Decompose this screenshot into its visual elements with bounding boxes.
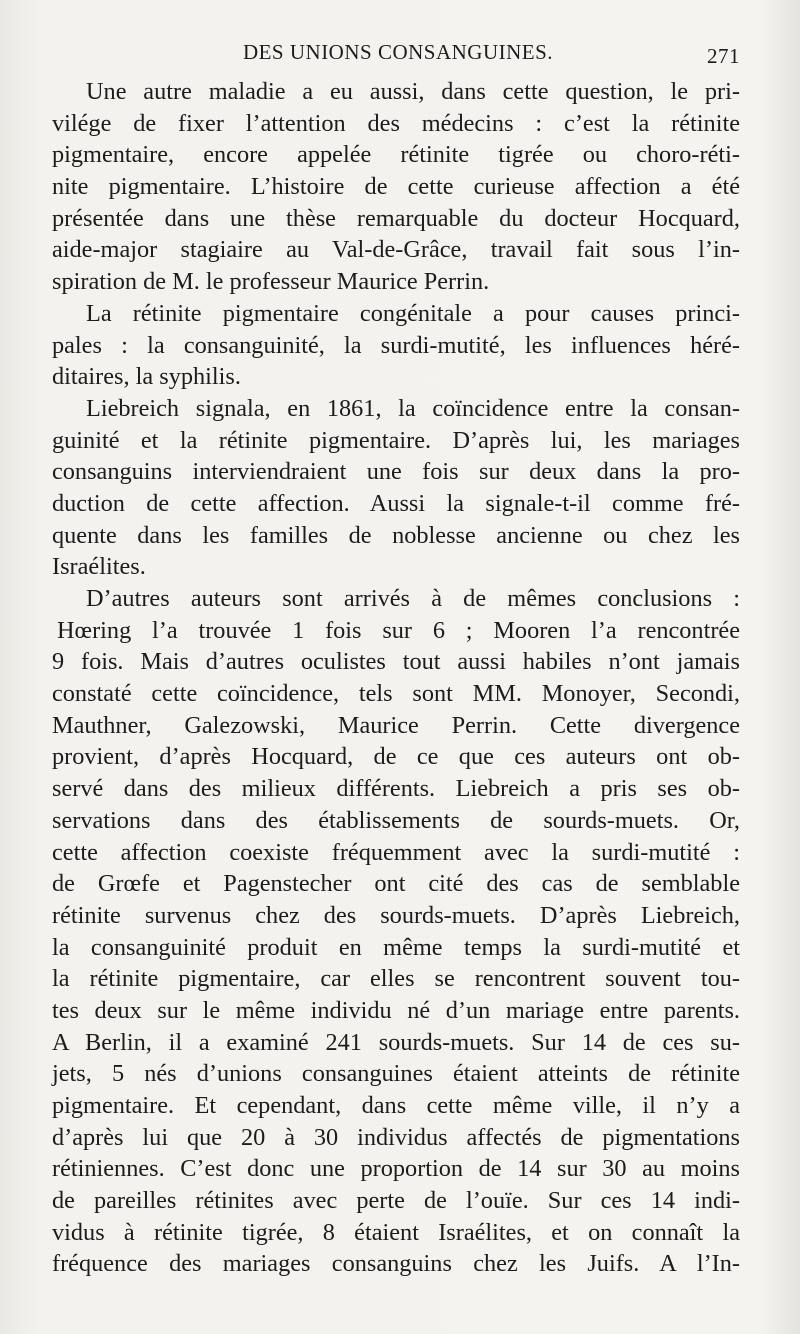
text-line: spiration de M. le professeur Maurice Perrin. bbox=[52, 268, 490, 296]
paragraph-3 bbox=[52, 393, 740, 583]
text-line: Une autre maladie a eu aussi, dans cette question, le pri- bbox=[86, 78, 740, 105]
text-line: servations dans des établissements de sourds-muets. Or, bbox=[52, 806, 740, 834]
text-line: rétinite survenus chez des sourds-muets. D’après Liebreich, bbox=[52, 901, 740, 929]
running-title: DES UNIONS CONSANGUINES. bbox=[242, 40, 554, 64]
text-line: provient, d’après Hocquard, de ce que ces auteurs ont ob- bbox=[52, 743, 740, 771]
text-line: servé dans des milieux différents. Liebreich a pris ses ob- bbox=[52, 775, 740, 803]
text-line: consanguins interviendraient une fois sur deux dans la pro- bbox=[52, 458, 740, 486]
text-line: jets, 5 nés d’unions consanguines étaient atteints de rétinite bbox=[52, 1060, 740, 1088]
text-line: d’après lui que 20 à 30 individus affectés de pigmentations bbox=[52, 1123, 740, 1151]
text-line: pigmentaire, encore appelée rétinite tigrée ou choro-réti- bbox=[52, 141, 740, 169]
page-number: 271 bbox=[707, 44, 740, 68]
text-line: ditaires, la syphilis. bbox=[52, 363, 241, 391]
text-line: Israélites. bbox=[52, 553, 146, 581]
text-line: aide-major stagiaire au Val-de-Grâce, travail fait sous l’in- bbox=[52, 236, 740, 264]
text-line: A Berlin, il a examiné 241 sourds-muets. Sur 14 de ces su- bbox=[52, 1028, 740, 1056]
text-line: rétiniennes. C’est donc une proportion de 14 sur 30 au moins bbox=[52, 1155, 740, 1183]
text-line: fréquence des mariages consanguins chez les Juifs. A l’In- bbox=[52, 1250, 740, 1278]
text-line: pigmentaire. Et cependant, dans cette même ville, il n’y a bbox=[52, 1092, 740, 1119]
paragraph-2 bbox=[52, 298, 740, 393]
text-line: pales : la consanguinité, la surdi-mutité, les influences héré- bbox=[52, 331, 740, 359]
text-line: La rétinite pigmentaire congénitale a pour causes princi- bbox=[86, 299, 740, 327]
paragraph-1 bbox=[52, 76, 740, 298]
body-text bbox=[52, 76, 740, 1280]
text-line: 9 fois. Mais d’autres oculistes tout aussi habiles n’ont jamais bbox=[52, 648, 740, 676]
text-line: présentée dans une thèse remarquable du docteur Hocquard, bbox=[52, 204, 740, 232]
paragraph-4 bbox=[52, 583, 740, 1280]
text-line: de Grœfe et Pagenstecher ont cité des cas de semblable bbox=[52, 870, 740, 898]
text-line: guinité et la rétinite pigmentaire. D’après lui, les mariages bbox=[52, 426, 740, 454]
text-line: Liebreich signala, en 1861, la coïncidence entre la consan- bbox=[86, 394, 740, 422]
text-line: Hœring l’a trouvée 1 fois sur 6 ; Mooren l’a rencontrée bbox=[57, 616, 740, 644]
page-header bbox=[58, 36, 738, 70]
text-line: Mauthner, Galezowski, Maurice Perrin. Cette divergence bbox=[52, 711, 740, 739]
text-line: vilége de fixer l’attention des médecins : c’est la rétinite bbox=[52, 109, 740, 137]
text-line: la consanguinité produit en même temps la surdi-mutité et bbox=[52, 933, 740, 961]
text-line: de pareilles rétinites avec perte de l’ouïe. Sur ces 14 indi- bbox=[52, 1187, 740, 1215]
text-line: D’autres auteurs sont arrivés à de mêmes conclusions : bbox=[86, 585, 740, 612]
text-line: constaté cette coïncidence, tels sont MM. Monoyer, Secondi, bbox=[52, 680, 740, 708]
text-line: duction de cette affection. Aussi la signale-t-il comme fré- bbox=[52, 489, 740, 517]
text-line: tes deux sur le même individu né d’un mariage entre parents. bbox=[52, 996, 740, 1024]
text-line: la rétinite pigmentaire, car elles se rencontrent souvent tou- bbox=[52, 965, 740, 993]
text-line: vidus à rétinite tigrée, 8 étaient Israélites, et on connaît la bbox=[52, 1218, 740, 1246]
text-line: quente dans les familles de noblesse ancienne ou chez les bbox=[52, 521, 740, 549]
text-line: nite pigmentaire. L’histoire de cette curieuse affection a été bbox=[52, 173, 740, 201]
text-line: cette affection coexiste fréquemment avec la surdi-mutité : bbox=[52, 838, 740, 866]
